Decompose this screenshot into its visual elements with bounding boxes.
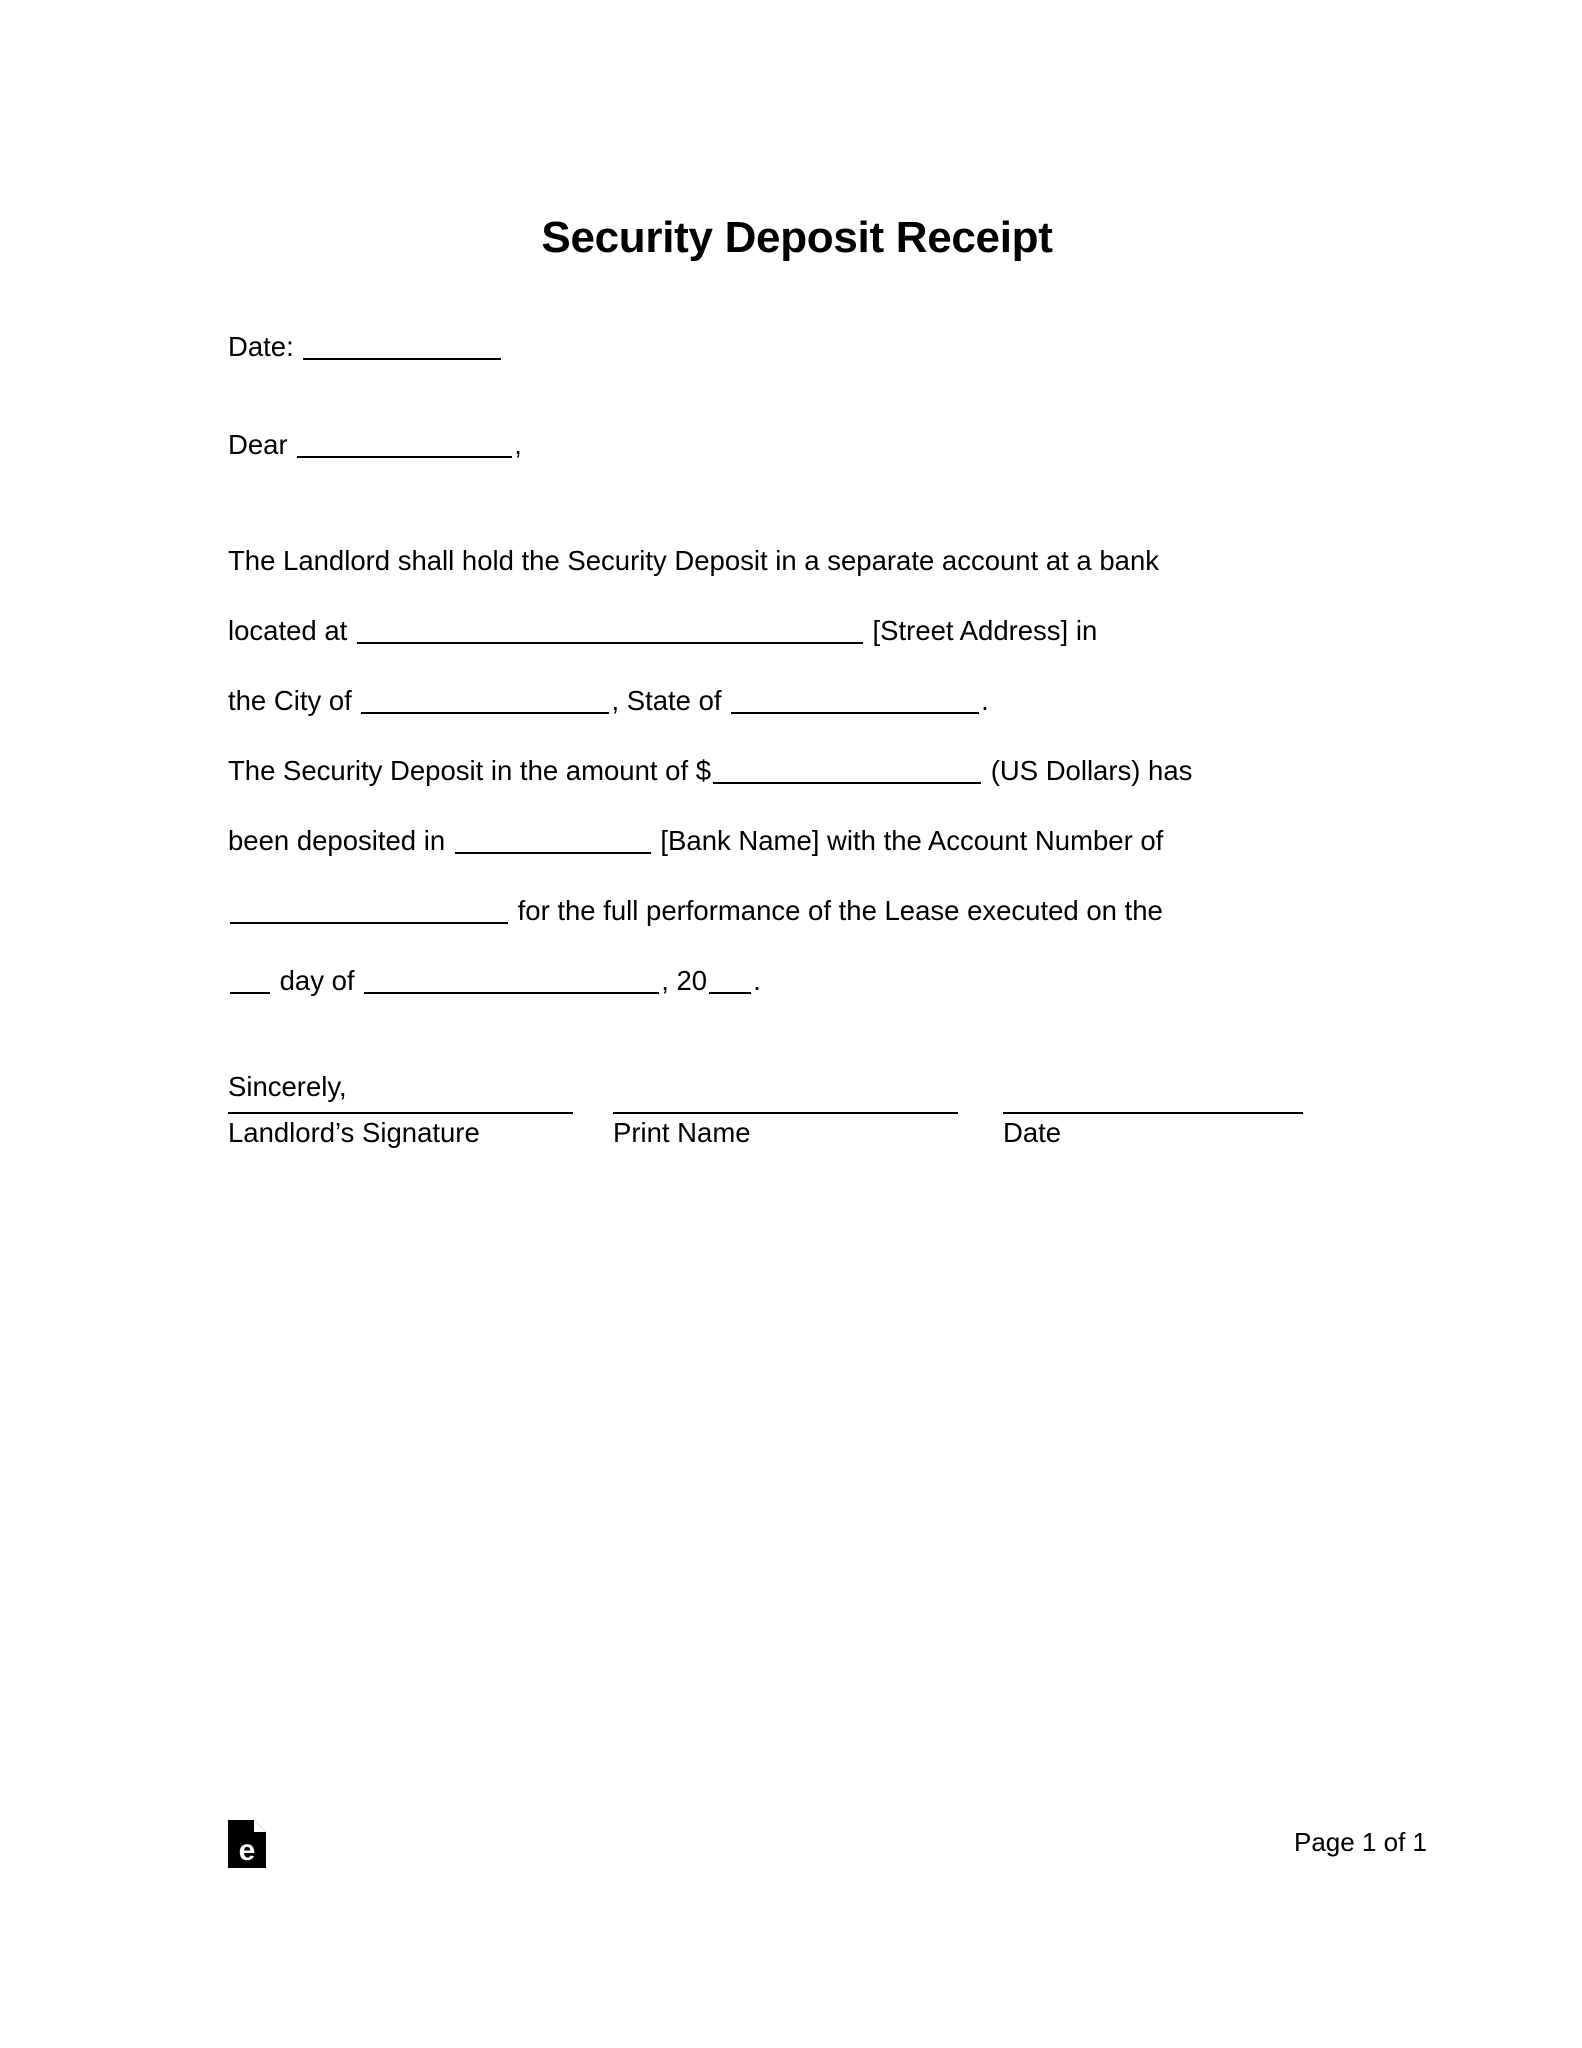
landlord-signature-block <box>228 1112 613 1150</box>
svg-text:e: e <box>238 1834 256 1867</box>
body-line-5 <box>228 806 1358 876</box>
page-title: Security Deposit Receipt <box>541 213 1053 263</box>
bank-name-hint: [Bank Name] with the Account Number of <box>660 825 1164 856</box>
body-line-1: The Landlord shall hold the Security Deposit in a separate account at a bank <box>228 545 1159 576</box>
closing-sincerely: Sincerely, <box>228 1071 347 1102</box>
state-label: , State of <box>611 685 722 716</box>
landlord-signature-label: Landlord’s Signature <box>228 1117 480 1148</box>
dollar-sign: $ <box>695 755 712 786</box>
deposited-in-label: been deposited in <box>228 825 446 856</box>
body-line-4 <box>228 736 1358 806</box>
date-field-line <box>228 312 1358 382</box>
street-address-hint: [Street Address] in <box>872 615 1098 646</box>
line7-period: . <box>753 965 761 996</box>
bank-name-blank[interactable] <box>455 826 651 854</box>
salutation-line <box>228 410 1358 480</box>
line3-period: . <box>981 685 989 716</box>
lease-performance-text: for the full performance of the Lease executed on the <box>517 895 1163 926</box>
account-number-blank[interactable] <box>230 896 508 924</box>
signature-date-block <box>1003 1112 1303 1150</box>
page-number: Page 1 of 1 <box>1294 1827 1427 1857</box>
salutation-label: Dear <box>228 429 288 460</box>
city-label: the City of <box>228 685 352 716</box>
body-line-3 <box>228 666 1358 736</box>
located-at-label: located at <box>228 615 348 646</box>
signature-date-label: Date <box>1003 1117 1062 1148</box>
deposit-amount-label: The Security Deposit in the amount of <box>228 755 689 786</box>
body-line-2 <box>228 596 1358 666</box>
print-name-block <box>613 1112 1003 1150</box>
us-dollars-text: (US Dollars) has <box>990 755 1193 786</box>
document-body <box>228 312 1358 1122</box>
year-blank[interactable] <box>709 966 751 994</box>
line7-comma: , <box>661 965 669 996</box>
day-blank[interactable] <box>230 966 270 994</box>
state-blank[interactable] <box>731 686 979 714</box>
city-blank[interactable] <box>361 686 609 714</box>
salutation-blank[interactable] <box>297 430 512 458</box>
spacer <box>228 1016 1358 1052</box>
date-blank[interactable] <box>303 332 501 360</box>
salutation-comma: , <box>514 429 522 460</box>
spacer <box>228 480 1358 526</box>
print-name-label: Print Name <box>613 1117 751 1148</box>
month-blank[interactable] <box>364 966 659 994</box>
signature-row <box>228 1112 1368 1150</box>
day-of-label: day of <box>279 965 355 996</box>
century-label: 20 <box>676 965 708 996</box>
document-e-icon[interactable] <box>228 1820 266 1868</box>
body-line-6 <box>228 876 1358 946</box>
date-label: Date: <box>228 331 294 362</box>
spacer <box>228 382 1358 410</box>
deposit-amount-blank[interactable] <box>713 756 981 784</box>
body-line-7 <box>228 946 1358 1016</box>
street-address-blank[interactable] <box>357 616 863 644</box>
